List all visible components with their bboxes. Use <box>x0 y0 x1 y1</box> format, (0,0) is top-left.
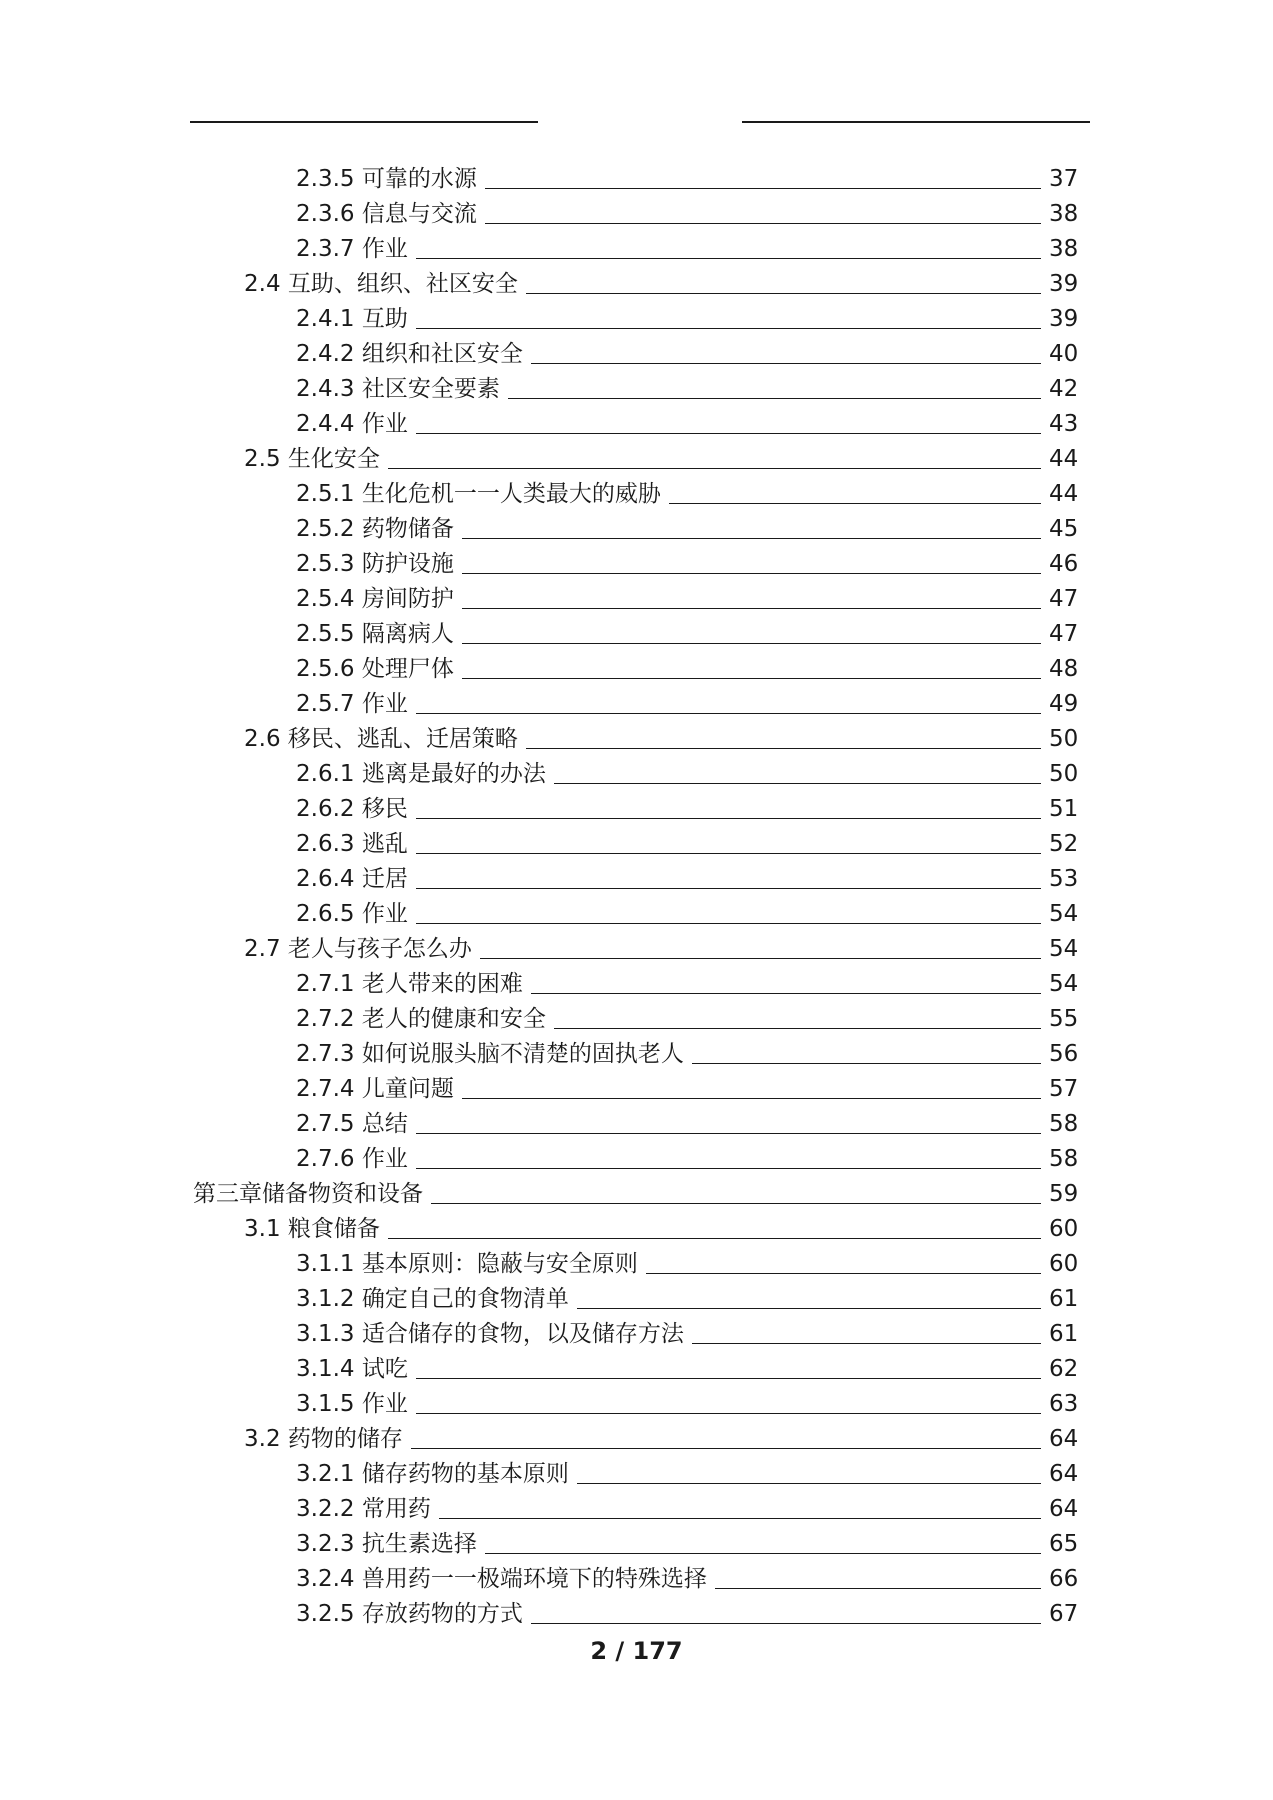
toc-entry-page: 63 <box>1049 1391 1079 1417</box>
toc-entry-page: 64 <box>1049 1426 1079 1452</box>
toc-entry-page: 58 <box>1049 1146 1079 1172</box>
toc-entry[interactable] <box>0 1035 1273 1070</box>
toc-entry-title: 2.3.7 作业 <box>296 236 408 262</box>
toc-leader-line <box>692 1343 1041 1344</box>
toc-entry[interactable] <box>0 650 1273 685</box>
toc-entry[interactable] <box>0 685 1273 720</box>
toc-entry-page: 58 <box>1049 1111 1079 1137</box>
toc-leader-line <box>646 1273 1041 1274</box>
toc-entry[interactable] <box>0 615 1273 650</box>
toc-leader-line <box>416 888 1041 889</box>
toc-entry[interactable] <box>0 895 1273 930</box>
toc-leader-line <box>416 713 1041 714</box>
toc-entry-title: 3.2.2 常用药 <box>296 1496 431 1522</box>
toc-entry-title: 2.7.4 儿童问题 <box>296 1076 454 1102</box>
toc-entry-title: 2.4.4 作业 <box>296 411 408 437</box>
toc-entry[interactable] <box>0 475 1273 510</box>
toc-entry-page: 65 <box>1049 1531 1079 1557</box>
toc-entry-title: 2.5.4 房间防护 <box>296 586 454 612</box>
toc-entry-page: 52 <box>1049 831 1079 857</box>
toc-entry[interactable] <box>0 230 1273 265</box>
toc-entry-page: 61 <box>1049 1321 1079 1347</box>
toc-leader-line <box>416 923 1041 924</box>
toc-entry-page: 39 <box>1049 306 1079 332</box>
toc-entry-page: 51 <box>1049 796 1079 822</box>
toc-entry[interactable] <box>0 1595 1273 1630</box>
toc-entry-page: 55 <box>1049 1006 1079 1032</box>
toc-leader-line <box>416 853 1041 854</box>
toc-entry-page: 37 <box>1049 166 1079 192</box>
toc-entry-title: 2.7.3 如何说服头脑不清楚的固执老人 <box>296 1041 684 1067</box>
toc-entry[interactable] <box>0 1560 1273 1595</box>
toc-entry-title: 2.5.7 作业 <box>296 691 408 717</box>
toc-entry[interactable] <box>0 1245 1273 1280</box>
toc-entry-page: 47 <box>1049 586 1079 612</box>
toc-entry-title: 3.1.3 适合储存的食物，以及储存方法 <box>296 1321 684 1347</box>
toc-entry-title: 2.5.1 生化危机一一人类最大的威胁 <box>296 481 661 507</box>
toc-leader-line <box>416 328 1041 329</box>
toc-leader-line <box>416 1133 1041 1134</box>
toc-entry-title: 2.3.5 可靠的水源 <box>296 166 477 192</box>
toc-leader-line <box>388 1238 1041 1239</box>
toc-entry[interactable] <box>0 1420 1273 1455</box>
toc-entry[interactable] <box>0 1000 1273 1035</box>
toc-entry-title: 2.6 移民、逃乱、迁居策略 <box>244 726 518 752</box>
toc-entry-page: 60 <box>1049 1251 1079 1277</box>
toc-entry-page: 64 <box>1049 1461 1079 1487</box>
toc-entry-page: 54 <box>1049 936 1079 962</box>
toc-entry-page: 39 <box>1049 271 1079 297</box>
header-rule-left <box>190 121 538 123</box>
toc-entry-title: 2.5.5 隔离病人 <box>296 621 454 647</box>
toc-entry-page: 61 <box>1049 1286 1079 1312</box>
toc-entry[interactable] <box>0 405 1273 440</box>
toc-entry-title: 2.6.3 逃乱 <box>296 831 408 857</box>
toc-leader-line <box>531 363 1041 364</box>
toc-leader-line <box>480 958 1041 959</box>
toc-leader-line <box>411 1448 1041 1449</box>
toc-entry-title: 2.6.1 逃离是最好的办法 <box>296 761 546 787</box>
toc-entry[interactable] <box>0 1350 1273 1385</box>
toc-entry[interactable] <box>0 1140 1273 1175</box>
toc-entry-title: 2.7.2 老人的健康和安全 <box>296 1006 546 1032</box>
toc-entry[interactable] <box>0 370 1273 405</box>
toc-leader-line <box>439 1518 1041 1519</box>
toc-entry-page: 50 <box>1049 761 1079 787</box>
toc-entry-title: 2.5 生化安全 <box>244 446 380 472</box>
toc-entry-page: 46 <box>1049 551 1079 577</box>
toc-entry-title: 3.1.1 基本原则：隐蔽与安全原则 <box>296 1251 638 1277</box>
toc-entry[interactable] <box>0 1175 1273 1210</box>
toc-entry[interactable] <box>0 195 1273 230</box>
toc-entry-page: 42 <box>1049 376 1079 402</box>
toc-entry[interactable] <box>0 965 1273 1000</box>
toc-entry[interactable] <box>0 1105 1273 1140</box>
toc-entry-title: 2.5.2 药物储备 <box>296 516 454 542</box>
toc-entry[interactable] <box>0 580 1273 615</box>
toc-entry[interactable] <box>0 440 1273 475</box>
toc-entry-title: 2.6.2 移民 <box>296 796 408 822</box>
toc-entry-page: 67 <box>1049 1601 1079 1627</box>
header-rule-right <box>742 121 1090 123</box>
toc-entry[interactable] <box>0 335 1273 370</box>
toc-entry-page: 38 <box>1049 236 1079 262</box>
toc-entry-title: 2.4.1 互助 <box>296 306 408 332</box>
toc-leader-line <box>388 468 1041 469</box>
toc-entry-title: 3.2.5 存放药物的方式 <box>296 1601 523 1627</box>
toc-entry[interactable] <box>0 825 1273 860</box>
toc-entry-title: 2.6.5 作业 <box>296 901 408 927</box>
toc-entry[interactable] <box>0 1385 1273 1420</box>
toc-leader-line <box>485 223 1041 224</box>
toc-entry-page: 54 <box>1049 971 1079 997</box>
toc-entry-page: 45 <box>1049 516 1079 542</box>
toc-entry[interactable] <box>0 720 1273 755</box>
toc-leader-line <box>462 573 1041 574</box>
toc-leader-line <box>715 1588 1041 1589</box>
toc-leader-line <box>531 1623 1041 1624</box>
toc-entry-page: 47 <box>1049 621 1079 647</box>
toc-entry[interactable] <box>0 1210 1273 1245</box>
toc-entry[interactable] <box>0 1280 1273 1315</box>
toc-entry-page: 38 <box>1049 201 1079 227</box>
toc-entry[interactable] <box>0 1070 1273 1105</box>
toc-leader-line <box>526 293 1041 294</box>
toc-leader-line <box>416 1413 1041 1414</box>
toc-entry[interactable] <box>0 1455 1273 1490</box>
toc-entry[interactable] <box>0 755 1273 790</box>
toc-leader-line <box>416 1378 1041 1379</box>
toc-entry-title: 2.3.6 信息与交流 <box>296 201 477 227</box>
toc-leader-line <box>462 678 1041 679</box>
toc-leader-line <box>692 1063 1041 1064</box>
toc-entry[interactable] <box>0 930 1273 965</box>
toc-entry[interactable] <box>0 790 1273 825</box>
toc-entry-page: 43 <box>1049 411 1079 437</box>
toc-leader-line <box>485 188 1041 189</box>
toc-entry-title: 3.1.2 确定自己的食物清单 <box>296 1286 569 1312</box>
toc-entry-title: 3.2.1 储存药物的基本原则 <box>296 1461 569 1487</box>
toc-leader-line <box>416 433 1041 434</box>
toc-entry-page: 54 <box>1049 901 1079 927</box>
toc-entry-page: 66 <box>1049 1566 1079 1592</box>
toc-entry[interactable] <box>0 1525 1273 1560</box>
toc-entry-page: 40 <box>1049 341 1079 367</box>
toc-leader-line <box>462 538 1041 539</box>
toc-entry-title: 3.1.4 试吃 <box>296 1356 408 1382</box>
toc-leader-line <box>462 608 1041 609</box>
toc-leader-line <box>416 818 1041 819</box>
toc-entry-page: 56 <box>1049 1041 1079 1067</box>
toc-entry-title: 3.2.3 抗生素选择 <box>296 1531 477 1557</box>
toc-entry-title: 3.2.4 兽用药一一极端环境下的特殊选择 <box>296 1566 707 1592</box>
toc-entry-title: 2.7 老人与孩子怎么办 <box>244 936 472 962</box>
toc-entry-title: 3.1 粮食储备 <box>244 1216 380 1242</box>
toc-entry-title: 2.4 互助、组织、社区安全 <box>244 271 518 297</box>
toc-entry-page: 50 <box>1049 726 1079 752</box>
toc-entry[interactable] <box>0 265 1273 300</box>
toc-leader-line <box>431 1203 1041 1204</box>
toc-entry-page: 48 <box>1049 656 1079 682</box>
toc-entry-title: 2.4.3 社区安全要素 <box>296 376 500 402</box>
toc-leader-line <box>577 1308 1041 1309</box>
toc-entry[interactable] <box>0 545 1273 580</box>
toc-entry-title: 3.1.5 作业 <box>296 1391 408 1417</box>
toc-entry-page: 60 <box>1049 1216 1079 1242</box>
toc-entry-title: 2.5.3 防护设施 <box>296 551 454 577</box>
toc-entry-title: 2.7.6 作业 <box>296 1146 408 1172</box>
toc-entry-page: 53 <box>1049 866 1079 892</box>
toc-leader-line <box>554 783 1041 784</box>
toc-entry-title: 2.7.5 总结 <box>296 1111 408 1137</box>
toc-entry-title: 2.4.2 组织和社区安全 <box>296 341 523 367</box>
toc-entry-title: 3.2 药物的储存 <box>244 1426 403 1452</box>
toc-entry[interactable] <box>0 860 1273 895</box>
toc-leader-line <box>416 258 1041 259</box>
toc-entry-page: 59 <box>1049 1181 1079 1207</box>
toc-leader-line <box>669 503 1041 504</box>
toc-entry-page: 49 <box>1049 691 1079 717</box>
toc-leader-line <box>508 398 1041 399</box>
toc-entry[interactable] <box>0 1315 1273 1350</box>
toc-leader-line <box>531 993 1041 994</box>
toc-leader-line <box>554 1028 1041 1029</box>
toc-entry[interactable] <box>0 160 1273 195</box>
toc-entry-title: 2.6.4 迁居 <box>296 866 408 892</box>
toc-leader-line <box>485 1553 1041 1554</box>
toc-entry-title: 2.7.1 老人带来的困难 <box>296 971 523 997</box>
toc-leader-line <box>416 1168 1041 1169</box>
toc-entry-page: 62 <box>1049 1356 1079 1382</box>
toc-entry-page: 44 <box>1049 446 1079 472</box>
toc-entry-page: 64 <box>1049 1496 1079 1522</box>
toc-entry[interactable] <box>0 300 1273 335</box>
toc-leader-line <box>577 1483 1041 1484</box>
toc-entry-title: 第三章储备物资和设备 <box>193 1181 423 1207</box>
toc-entry-page: 44 <box>1049 481 1079 507</box>
table-of-contents <box>0 160 1273 1630</box>
toc-leader-line <box>462 1098 1041 1099</box>
toc-leader-line <box>462 643 1041 644</box>
toc-entry[interactable] <box>0 1490 1273 1525</box>
page-number: 2 / 177 <box>590 1637 683 1665</box>
toc-entry-title: 2.5.6 处理尸体 <box>296 656 454 682</box>
toc-leader-line <box>526 748 1041 749</box>
toc-entry-page: 57 <box>1049 1076 1079 1102</box>
toc-entry[interactable] <box>0 510 1273 545</box>
